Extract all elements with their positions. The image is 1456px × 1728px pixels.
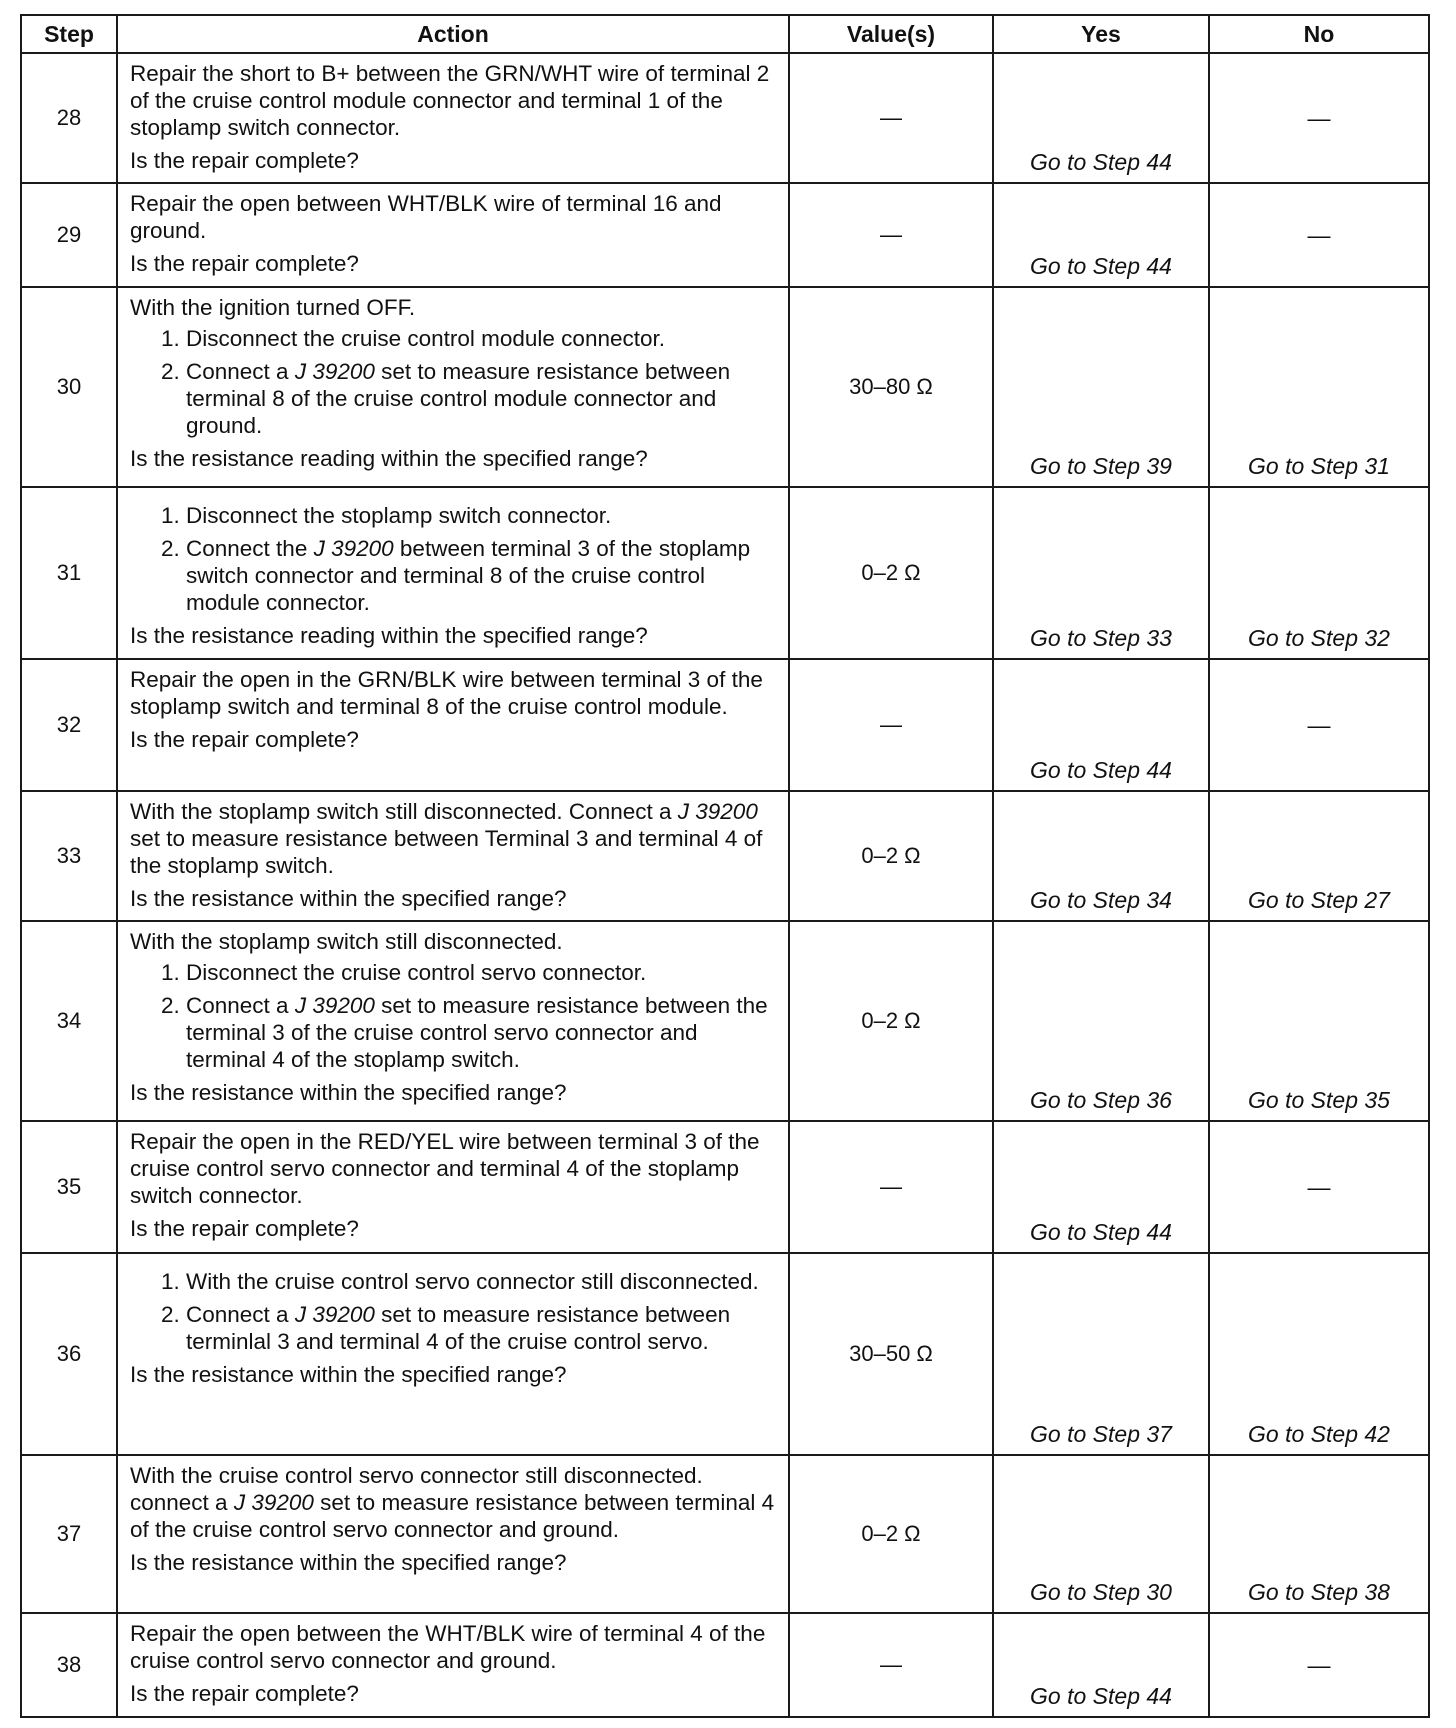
sub-step-text: Connect a — [186, 1302, 295, 1327]
value-cell: — — [789, 183, 993, 287]
yes-cell: Go to Step 39 — [993, 287, 1209, 487]
sub-step-list — [130, 325, 778, 439]
action-cell — [117, 53, 789, 183]
table-row — [21, 1253, 1429, 1455]
step-number: 31 — [21, 487, 117, 659]
action-cell — [117, 921, 789, 1121]
action-cell — [117, 183, 789, 287]
sub-step-text: set to measure resistance between the terminal 3 of the cruise control servo connector and terminal 4 of the stoplamp switch. — [186, 993, 768, 1072]
action-text: Repair the open in the GRN/BLK wire between terminal 3 of the stoplamp switch and terminal 8 of the cruise control module. — [130, 667, 763, 719]
step-number: 30 — [21, 287, 117, 487]
action-question: Is the repair complete? — [130, 727, 359, 752]
no-cell: Go to Step 32 — [1209, 487, 1429, 659]
action-question: Is the resistance within the specified range? — [130, 1362, 567, 1387]
yes-cell: Go to Step 34 — [993, 791, 1209, 921]
step-number: 28 — [21, 53, 117, 183]
value-cell: 30–50 Ω — [789, 1253, 993, 1455]
table-row — [21, 921, 1429, 1121]
action-cell — [117, 487, 789, 659]
action-cell — [117, 1455, 789, 1613]
no-cell: — — [1209, 659, 1429, 791]
step-number: 29 — [21, 183, 117, 287]
action-cell — [117, 791, 789, 921]
action-cell — [117, 287, 789, 487]
step-number: 33 — [21, 791, 117, 921]
table-row — [21, 183, 1429, 287]
sub-step — [186, 1301, 778, 1355]
table-row — [21, 53, 1429, 183]
table-row — [21, 1121, 1429, 1253]
tool-number: J 39200 — [233, 1490, 314, 1515]
action-question: Is the resistance reading within the specified range? — [130, 446, 648, 471]
action-text: With the stoplamp switch still disconnected. — [130, 929, 563, 954]
header-row — [21, 15, 1429, 53]
table-row — [21, 791, 1429, 921]
sub-step-text: Connect the — [186, 536, 314, 561]
value-cell: 0–2 Ω — [789, 1455, 993, 1613]
action-text: Repair the open in the RED/YEL wire between terminal 3 of the cruise control servo connector and terminal 4 of the stoplamp switch connector. — [130, 1129, 760, 1208]
no-cell: — — [1209, 53, 1429, 183]
action-cell — [117, 1121, 789, 1253]
yes-cell: Go to Step 44 — [993, 1613, 1209, 1717]
step-number: 37 — [21, 1455, 117, 1613]
sub-step-text: set to measure resistance between terminlal 3 and terminal 4 of the cruise control servo. — [186, 1302, 731, 1354]
header-action: Action — [117, 15, 789, 53]
value-cell: 0–2 Ω — [789, 791, 993, 921]
yes-cell: Go to Step 44 — [993, 1121, 1209, 1253]
sub-step — [186, 502, 778, 529]
sub-step-text: Disconnect the cruise control module connector. — [186, 326, 666, 351]
table-row — [21, 1455, 1429, 1613]
no-cell: Go to Step 42 — [1209, 1253, 1429, 1455]
sub-step-list — [130, 1268, 778, 1355]
action-text-part: With the stoplamp switch still disconnected. Connect a — [130, 799, 678, 824]
value-cell: — — [789, 659, 993, 791]
sub-step-text: set to measure resistance between terminal 8 of the cruise control module connector and ground. — [186, 359, 731, 438]
value-cell: — — [789, 1121, 993, 1253]
action-text — [130, 798, 778, 879]
no-cell: — — [1209, 1613, 1429, 1717]
table-row — [21, 487, 1429, 659]
no-cell: Go to Step 38 — [1209, 1455, 1429, 1613]
action-text: Repair the open between the WHT/BLK wire of terminal 4 of the cruise control servo connector and ground. — [130, 1621, 766, 1673]
sub-step-text: between terminal 3 of the stoplamp switch connector and terminal 8 of the cruise control module connector. — [186, 536, 751, 615]
action-question: Is the repair complete? — [130, 148, 359, 173]
header-step: Step — [21, 15, 117, 53]
action-text: With the ignition turned OFF. — [130, 295, 416, 320]
table-row — [21, 1613, 1429, 1717]
step-number: 32 — [21, 659, 117, 791]
action-text — [130, 1462, 778, 1543]
action-question: Is the repair complete? — [130, 1681, 359, 1706]
sub-step — [186, 1268, 778, 1295]
action-cell — [117, 659, 789, 791]
yes-cell: Go to Step 30 — [993, 1455, 1209, 1613]
value-cell: — — [789, 1613, 993, 1717]
action-question: Is the resistance within the specified range? — [130, 1550, 567, 1575]
sub-step-text: Connect a — [186, 993, 295, 1018]
sub-step — [186, 959, 778, 986]
action-text-part: set to measure resistance between Terminal 3 and terminal 4 of the stoplamp switch. — [130, 826, 763, 878]
sub-step-list — [130, 959, 778, 1073]
sub-step-text: Disconnect the cruise control servo connector. — [186, 960, 647, 985]
value-cell: 0–2 Ω — [789, 921, 993, 1121]
yes-cell: Go to Step 37 — [993, 1253, 1209, 1455]
sub-step — [186, 992, 778, 1073]
step-number: 36 — [21, 1253, 117, 1455]
yes-cell: Go to Step 44 — [993, 183, 1209, 287]
no-cell: Go to Step 35 — [1209, 921, 1429, 1121]
sub-step-text: With the cruise control servo connector still disconnected. — [186, 1269, 759, 1294]
action-cell — [117, 1613, 789, 1717]
step-number: 34 — [21, 921, 117, 1121]
yes-cell: Go to Step 36 — [993, 921, 1209, 1121]
action-question: Is the resistance within the specified range? — [130, 886, 567, 911]
tool-number: J 39200 — [313, 536, 394, 561]
yes-cell: Go to Step 44 — [993, 53, 1209, 183]
sub-step — [186, 358, 778, 439]
action-question: Is the resistance within the specified range? — [130, 1080, 567, 1105]
no-cell: — — [1209, 183, 1429, 287]
sub-step-text: Disconnect the stoplamp switch connector. — [186, 503, 612, 528]
no-cell: Go to Step 27 — [1209, 791, 1429, 921]
tool-number: J 39200 — [294, 993, 375, 1018]
sub-step — [186, 535, 778, 616]
tool-number: J 39200 — [677, 799, 758, 824]
no-cell: Go to Step 31 — [1209, 287, 1429, 487]
sub-step — [186, 325, 778, 352]
table-row — [21, 287, 1429, 487]
value-cell: 30–80 Ω — [789, 287, 993, 487]
diagnostic-table — [20, 14, 1430, 1718]
tool-number: J 39200 — [294, 1302, 375, 1327]
action-question: Is the repair complete? — [130, 1216, 359, 1241]
action-question: Is the repair complete? — [130, 251, 359, 276]
action-text: Repair the open between WHT/BLK wire of terminal 16 and ground. — [130, 191, 722, 243]
sub-step-text: Connect a — [186, 359, 295, 384]
tool-number: J 39200 — [294, 359, 375, 384]
step-number: 38 — [21, 1613, 117, 1717]
header-yes: Yes — [993, 15, 1209, 53]
action-text-part: With the cruise control servo connector still disconnected. connect a — [130, 1463, 703, 1515]
yes-cell: Go to Step 44 — [993, 659, 1209, 791]
value-cell: — — [789, 53, 993, 183]
action-cell — [117, 1253, 789, 1455]
yes-cell: Go to Step 33 — [993, 487, 1209, 659]
header-no: No — [1209, 15, 1429, 53]
value-cell: 0–2 Ω — [789, 487, 993, 659]
table-row — [21, 659, 1429, 791]
sub-step-list — [130, 502, 778, 616]
header-value: Value(s) — [789, 15, 993, 53]
no-cell: — — [1209, 1121, 1429, 1253]
action-text-part: set to measure resistance between terminal 4 of the cruise control servo connector and ground. — [130, 1490, 775, 1542]
step-number: 35 — [21, 1121, 117, 1253]
action-text: Repair the short to B+ between the GRN/WHT wire of terminal 2 of the cruise control module connector and terminal 1 of the stoplamp switch connector. — [130, 61, 770, 140]
action-question: Is the resistance reading within the specified range? — [130, 623, 648, 648]
